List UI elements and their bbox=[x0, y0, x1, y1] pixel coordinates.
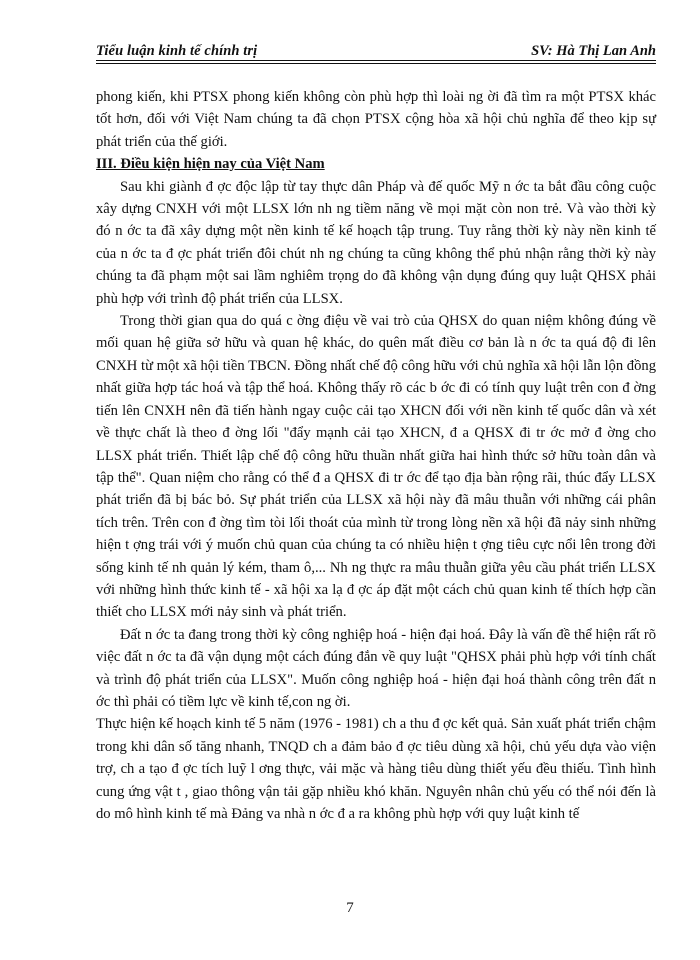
header-rule-thin bbox=[96, 63, 656, 64]
header-author: SV: Hà Thị Lan Anh bbox=[531, 43, 656, 59]
section-heading: III. Điều kiện hiện nay của Việt Nam bbox=[96, 156, 325, 173]
header-title: Tiểu luận kinh tế chính trị bbox=[96, 43, 258, 59]
page-number: 7 bbox=[346, 900, 354, 916]
document-body bbox=[96, 86, 656, 825]
paragraph-1: Sau khi giành đ ợc độc lập từ tay thực dân Pháp và đế quốc Mỹ n ớc ta bắt đầu công cuộc xây dựng CNXH với một LLSX lớn nh ng tiềm năng về mọi mặt còn non trẻ. Và vào thời kỳ đó n ớc ta đã xây dựng một nền kinh tế kế hoạch tập trung. Tuy rằng thời kỳ này nền kinh tế của n ớc ta đ ợc phát triển đôi chút nh ng chúng ta cũng không thể phủ nhận rằng thời kỳ này chúng ta đã phạm một sai lầm nghiêm trọng do đã không vận dụng đúng quy luật QHSX phải phù hợp với trình độ phát triển của LLSX. bbox=[96, 178, 656, 307]
paragraph-2: Trong thời gian qua do quá c ờng điệu về vai trò của QHSX do quan niệm không đúng về mối quan hệ giữa sở hữu và quan hệ khác, do quên mất điều cơ bản là n ớc ta quá độ đi lên CNXH từ một xã hội tiền TBCN. Đồng nhất chế độ công hữu với chủ nghĩa xã hội lẫn lộn đồng nhất giữa hợp tác hoá và tập thể hoá. Không thấy rõ các b ớc đi có tính quy luật trên con đ ờng tiến lên CNXH nên đã tiến hành ngay cuộc cải tạo XHCN đối với nền kinh tế quốc dân và xét về thực chất là theo đ ờng lối "đẩy mạnh cải tạo XHCN, đ a QHSX đi tr ớc mở đ ờng cho LLSX phát triển. Thiết lập chế độ công hữu thuần nhất giữa hai hình thức sở hữu toàn dân và tập thể". Quan niệm cho rằng có thể đ a QHSX đi tr ớc để tạo địa bàn rộng rãi, thúc đẩy LLSX phát triển đã bị bác bỏ. Sự phát triển của LLSX xã hội này đã mâu thuẫn với những cái phân tích trên. Trên con đ ờng tìm tòi lối thoát của mình từ trong lòng nền xã hội đã nảy sinh những hiện t ợng trái với ý muốn chủ quan của chúng ta có nhiều hiện t ợng tiêu cực nổi lên trong đời sống kinh tế nh quản lý kém, tham ô,... Nh ng thực ra mâu thuẫn giữa yêu cầu phát triển LLSX với những hình thức kinh tế - xã hội xa lạ đ ợc áp đặt một cách chủ quan kinh tế thích hợp cần thiết cho LLSX mới nảy sinh và phát triển. bbox=[96, 313, 656, 621]
page-header bbox=[96, 40, 656, 64]
header-rule-thick bbox=[96, 60, 656, 61]
paragraph-4: Thực hiện kế hoạch kinh tế 5 năm (1976 - 1981) ch a thu đ ợc kết quả. Sản xuất phát triển chậm trong khi dân số tăng nhanh, TNQD ch a đảm bảo đ ợc tiêu dùng xã hội, chủ yếu dựa vào viện trợ, ch a tạo đ ợc tích luỹ l ơng thực, vải mặc và hàng tiêu dùng thiết yếu đều thiếu. Tình hình cung ứng vật t , giao thông vận tải gặp nhiều khó khăn. Nguyên nhân chủ yếu có thể nói đến là do mô hình kinh tế mà Đảng va nhà n ớc đ a ra không phù hợp với quy luật kinh tế bbox=[96, 716, 656, 822]
intro-paragraph: phong kiến, khi PTSX phong kiến không còn phù hợp thì loài ng ời đã tìm ra một PTSX khác tốt hơn, đối với Việt Nam chúng ta đã chọn PTSX cộng hòa xã hội chủ nghĩa để theo kịp sự phát triển của thế giới. bbox=[96, 89, 656, 150]
paragraph-3: Đất n ớc ta đang trong thời kỳ công nghiệp hoá - hiện đại hoá. Đây là vấn đề thể hiện rất rõ việc đất n ớc ta đã vận dụng một cách đúng đắn về quy luật "QHSX phải phù hợp với tính chất và trình độ phát triển của LLSX". Muốn công nghiệp hoá - hiện đại hoá thành công trên đất n ớc thì phải có tiềm lực về kinh tế,con ng ời. bbox=[96, 626, 656, 710]
